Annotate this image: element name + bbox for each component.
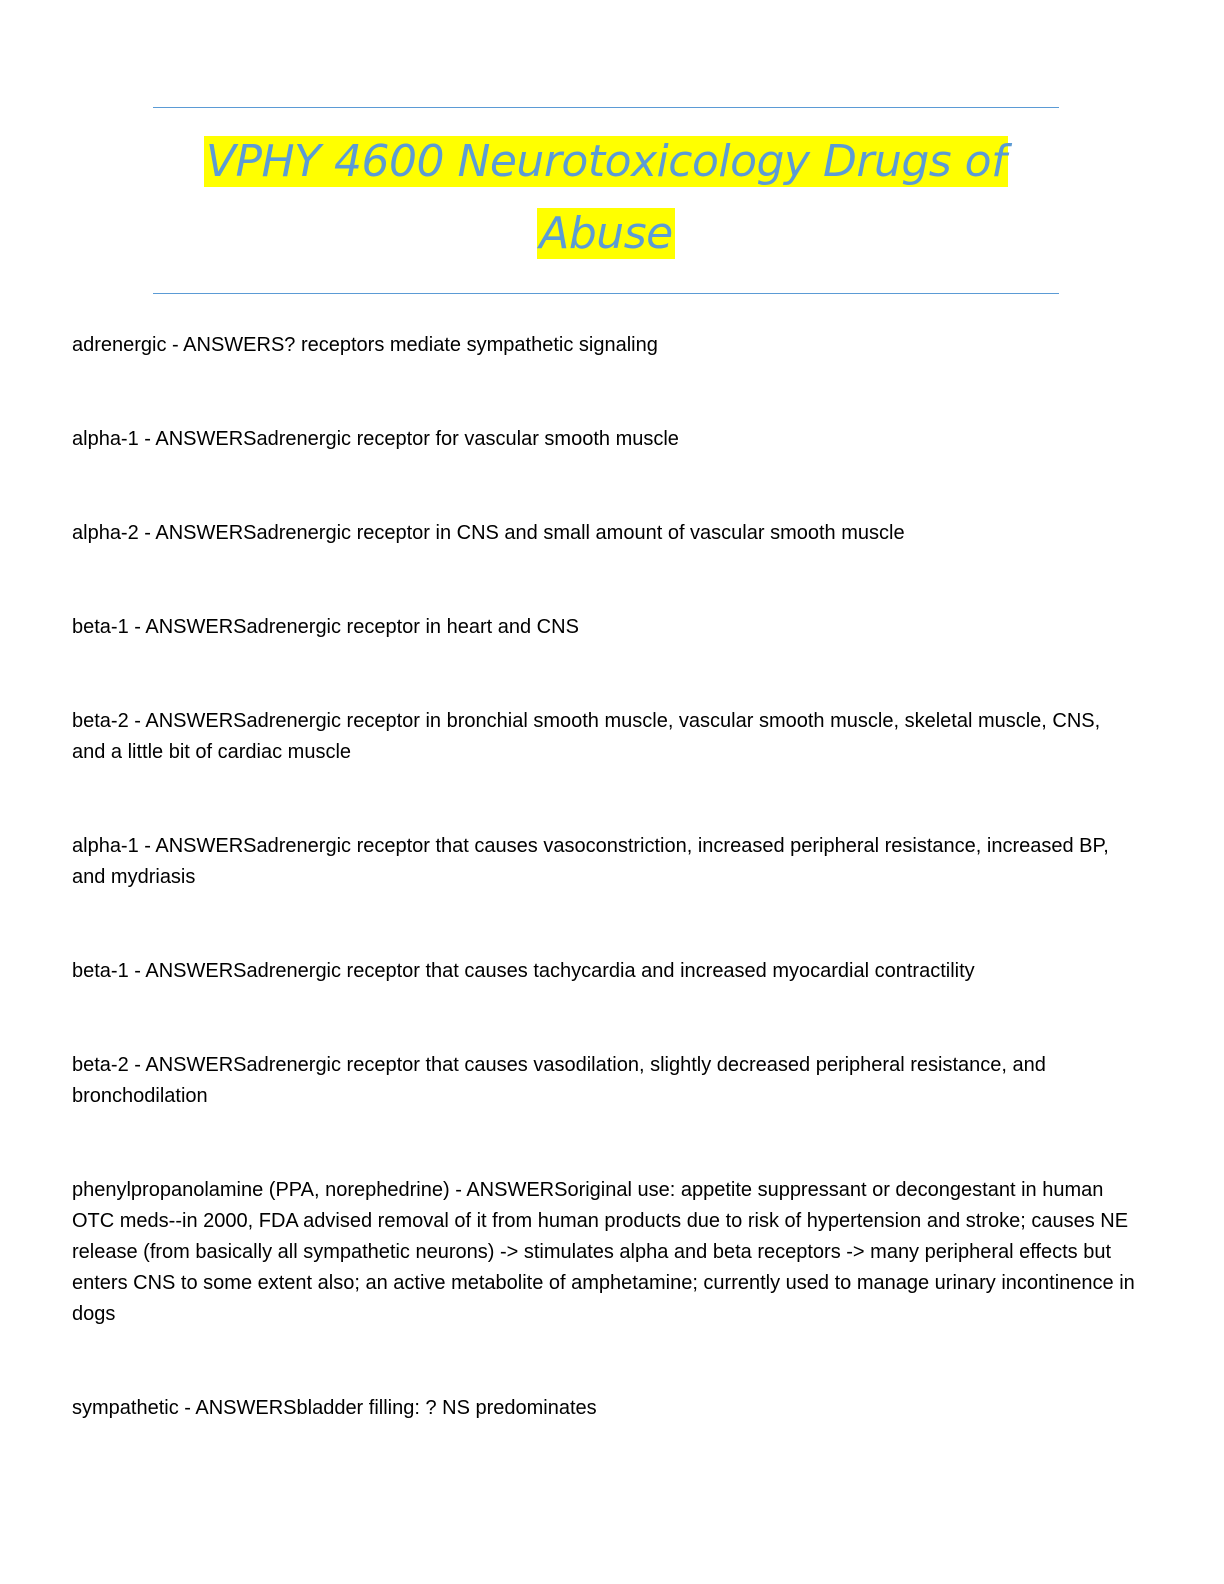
document-title <box>153 126 1059 270</box>
flashcard-entry: alpha-2 - ANSWERSadrenergic receptor in CNS and small amount of vascular smooth muscle <box>72 522 905 544</box>
flashcard-entry: beta-1 - ANSWERSadrenergic receptor in heart and CNS <box>72 616 579 638</box>
document-title-text: VPHY 4600 Neurotoxicology Drugs of Abuse <box>205 136 1007 259</box>
flashcard-entry: beta-1 - ANSWERSadrenergic receptor that causes tachycardia and increased myocardial contractility <box>72 960 975 982</box>
flashcard-entry: alpha-1 - ANSWERSadrenergic receptor for vascular smooth muscle <box>72 428 679 450</box>
flashcard-entry: adrenergic - ANSWERS? receptors mediate sympathetic signaling <box>72 334 658 356</box>
title-top-rule <box>153 107 1059 108</box>
flashcard-entry: alpha-1 - ANSWERSadrenergic receptor that causes vasoconstriction, increased peripheral resistance, increased BP, and mydriasis <box>72 835 1109 888</box>
flashcard-entry: beta-2 - ANSWERSadrenergic receptor in bronchial smooth muscle, vascular smooth muscle, skeletal muscle, CNS, and a little bit of cardiac muscle <box>72 710 1101 763</box>
flashcard-entry: sympathetic - ANSWERSbladder filling: ? NS predominates <box>72 1397 597 1419</box>
flashcard-entry: beta-2 - ANSWERSadrenergic receptor that causes vasodilation, slightly decreased peripheral resistance, and bronchodilation <box>72 1054 1046 1107</box>
title-bottom-rule <box>153 293 1059 294</box>
flashcard-list <box>72 330 1136 1487</box>
flashcard-entry: phenylpropanolamine (PPA, norephedrine) - ANSWERSoriginal use: appetite suppressant or decongestant in human OTC meds--in 2000, FDA advised removal of it from human products due to risk of hypertension and stroke; causes NE release (from basically all sympathetic neurons) -> stimulates alpha and beta receptors -> many peripheral effects but enters CNS to some extent also; an active metabolite of amphetamine; currently used to manage urinary incontinence in dogs <box>72 1179 1135 1325</box>
